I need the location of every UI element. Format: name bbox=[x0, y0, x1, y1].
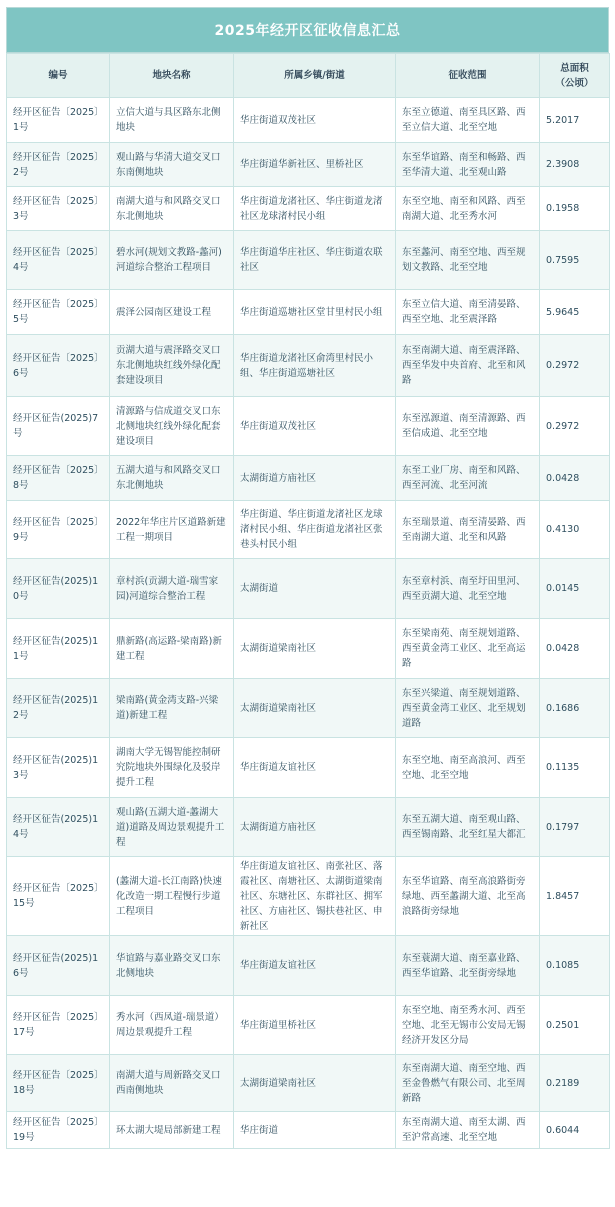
cell-street: 太湖街道梁南社区 bbox=[234, 619, 396, 679]
table-row bbox=[7, 143, 610, 187]
cell-scope: 东至章村浜、南至圩田里河、西至贡湖大道、北至空地 bbox=[396, 559, 540, 619]
cell-id: 经开区征告(2025)14号 bbox=[7, 798, 110, 857]
header-scope: 征收范围 bbox=[396, 54, 540, 98]
cell-id: 经开区征告〔2025〕15号 bbox=[7, 857, 110, 936]
cell-area: 1.8457 bbox=[540, 857, 610, 936]
cell-id: 经开区征告〔2025〕1号 bbox=[7, 98, 110, 143]
cell-id: 经开区征告〔2025〕8号 bbox=[7, 456, 110, 501]
cell-id: 经开区征告(2025)13号 bbox=[7, 738, 110, 798]
table-row bbox=[7, 335, 610, 397]
table-row bbox=[7, 679, 610, 738]
cell-name: 观山路与华清大道交叉口东南侧地块 bbox=[110, 143, 234, 187]
cell-id: 经开区征告〔2025〕4号 bbox=[7, 231, 110, 290]
cell-scope: 东至华谊路、南至高浪路街旁绿地、西至蠡湖大道、北至高浪路街旁绿地 bbox=[396, 857, 540, 936]
cell-scope: 东至立信大道、南至清晏路、西至空地、北至震泽路 bbox=[396, 290, 540, 335]
table-row bbox=[7, 397, 610, 456]
cell-area: 0.0428 bbox=[540, 619, 610, 679]
cell-id: 经开区征告〔2025〕5号 bbox=[7, 290, 110, 335]
cell-area: 0.2972 bbox=[540, 335, 610, 397]
cell-area: 0.1135 bbox=[540, 738, 610, 798]
cell-scope: 东至华谊路、南至和畅路、西至华清大道、北至观山路 bbox=[396, 143, 540, 187]
cell-street: 太湖街道梁南社区 bbox=[234, 1055, 396, 1112]
table-row bbox=[7, 1112, 610, 1149]
cell-name: 华谊路与嘉业路交叉口东北侧地块 bbox=[110, 936, 234, 996]
cell-id: 经开区征告(2025)11号 bbox=[7, 619, 110, 679]
cell-area: 0.0145 bbox=[540, 559, 610, 619]
cell-name: 贡湖大道与震泽路交叉口东北侧地块红线外绿化配套建设项目 bbox=[110, 335, 234, 397]
cell-scope: 东至瑞景道、南至清晏路、西至南湖大道、北至和风路 bbox=[396, 501, 540, 559]
cell-street: 华庄街道友谊社区、南张社区、落霞社区、南塘社区、太湖街道梁南社区、东塘社区、东群社区、拥军社区、方庙社区、锡扶巷社区、申新社区 bbox=[234, 857, 396, 936]
cell-id: 经开区征告〔2025〕6号 bbox=[7, 335, 110, 397]
cell-scope: 东至空地、南至高浪河、西至空地、北至空地 bbox=[396, 738, 540, 798]
cell-id: 经开区征告(2025)7号 bbox=[7, 397, 110, 456]
cell-area: 0.1686 bbox=[540, 679, 610, 738]
table-row bbox=[7, 1055, 610, 1112]
cell-name: 清源路与信成道交叉口东北侧地块红线外绿化配套建设项目 bbox=[110, 397, 234, 456]
cell-street: 华庄街道 bbox=[234, 1112, 396, 1149]
table-row bbox=[7, 98, 610, 143]
cell-area: 2.3908 bbox=[540, 143, 610, 187]
cell-scope: 东至空地、南至和风路、西至南湖大道、北至秀水河 bbox=[396, 187, 540, 231]
header-street: 所属乡镇/街道 bbox=[234, 54, 396, 98]
expropriation-table bbox=[6, 53, 610, 1149]
header-name: 地块名称 bbox=[110, 54, 234, 98]
cell-name: 环太湖大堤局部新建工程 bbox=[110, 1112, 234, 1149]
table-row bbox=[7, 501, 610, 559]
cell-id: 经开区征告〔2025〕19号 bbox=[7, 1112, 110, 1149]
cell-street: 太湖街道 bbox=[234, 559, 396, 619]
cell-id: 经开区征告〔2025〕9号 bbox=[7, 501, 110, 559]
cell-name: (蠡湖大道-长江南路)快速化改造一期工程慢行步道工程项目 bbox=[110, 857, 234, 936]
cell-area: 5.2017 bbox=[540, 98, 610, 143]
cell-street: 华庄街道华新社区、里桥社区 bbox=[234, 143, 396, 187]
cell-scope: 东至蓑湖大道、南至嘉业路、西至华谊路、北至街旁绿地 bbox=[396, 936, 540, 996]
cell-street: 华庄街道、华庄街道龙渚社区龙球渚村民小组、华庄街道龙渚社区张巷头村民小组 bbox=[234, 501, 396, 559]
cell-id: 经开区征告〔2025〕18号 bbox=[7, 1055, 110, 1112]
cell-scope: 东至泓源道、南至清源路、西至信成道、北至空地 bbox=[396, 397, 540, 456]
cell-street: 华庄街道龙渚社区俞湾里村民小组、华庄街道巡塘社区 bbox=[234, 335, 396, 397]
cell-name: 鼎新路(高运路-梁南路)新建工程 bbox=[110, 619, 234, 679]
cell-street: 华庄街道巡塘社区堂甘里村民小组 bbox=[234, 290, 396, 335]
cell-street: 华庄街道双茂社区 bbox=[234, 397, 396, 456]
cell-id: 经开区征告〔2025〕2号 bbox=[7, 143, 110, 187]
cell-scope: 东至兴梁道、南至规划道路、西至黄金湾工业区、北至规划道路 bbox=[396, 679, 540, 738]
cell-area: 0.6044 bbox=[540, 1112, 610, 1149]
table-title: 2025年经开区征收信息汇总 bbox=[6, 7, 609, 53]
table-row bbox=[7, 619, 610, 679]
header-id: 编号 bbox=[7, 54, 110, 98]
table-row bbox=[7, 290, 610, 335]
cell-scope: 东至南湖大道、南至太湖、西至沪常高速、北至空地 bbox=[396, 1112, 540, 1149]
cell-id: 经开区征告〔2025〕3号 bbox=[7, 187, 110, 231]
cell-name: 2022年华庄片区道路新建工程一期项目 bbox=[110, 501, 234, 559]
cell-area: 0.7595 bbox=[540, 231, 610, 290]
cell-name: 南湖大道与周新路交叉口西南侧地块 bbox=[110, 1055, 234, 1112]
cell-name: 南湖大道与和风路交叉口东北侧地块 bbox=[110, 187, 234, 231]
cell-scope: 东至梁南苑、南至规划道路、西至黄金湾工业区、北至高运路 bbox=[396, 619, 540, 679]
cell-id: 经开区征告(2025)16号 bbox=[7, 936, 110, 996]
cell-name: 观山路(五湖大道-蠡湖大道)道路及周边景观提升工程 bbox=[110, 798, 234, 857]
cell-street: 太湖街道梁南社区 bbox=[234, 679, 396, 738]
cell-street: 华庄街道龙渚社区、华庄街道龙渚社区龙球渚村民小组 bbox=[234, 187, 396, 231]
cell-street: 华庄街道友谊社区 bbox=[234, 738, 396, 798]
cell-scope: 东至五湖大道、南至观山路、西至锡南路、北至红星大都汇 bbox=[396, 798, 540, 857]
cell-area: 0.0428 bbox=[540, 456, 610, 501]
cell-scope: 东至立德道、南至具区路、西至立信大道、北至空地 bbox=[396, 98, 540, 143]
cell-name: 秀水河（西凤道-瑞景道）周边景观提升工程 bbox=[110, 996, 234, 1055]
cell-area: 0.2501 bbox=[540, 996, 610, 1055]
table-row bbox=[7, 187, 610, 231]
cell-id: 经开区征告(2025)12号 bbox=[7, 679, 110, 738]
cell-area: 0.1797 bbox=[540, 798, 610, 857]
cell-name: 碧水河(规划文教路-蠡河)河道综合整治工程项目 bbox=[110, 231, 234, 290]
header-row bbox=[7, 54, 610, 98]
cell-name: 立信大道与具区路东北侧地块 bbox=[110, 98, 234, 143]
table-row bbox=[7, 456, 610, 501]
cell-street: 华庄街道友谊社区 bbox=[234, 936, 396, 996]
cell-scope: 东至南湖大道、南至空地、西至金鲁燃气有限公司、北至周新路 bbox=[396, 1055, 540, 1112]
cell-area: 0.1085 bbox=[540, 936, 610, 996]
cell-name: 章村浜(贡湖大道-瑞雪家园)河道综合整治工程 bbox=[110, 559, 234, 619]
cell-area: 0.2189 bbox=[540, 1055, 610, 1112]
cell-area: 0.2972 bbox=[540, 397, 610, 456]
cell-street: 华庄街道双茂社区 bbox=[234, 98, 396, 143]
cell-scope: 东至蠡河、南至空地、西至规划文教路、北至空地 bbox=[396, 231, 540, 290]
cell-name: 震泽公园南区建设工程 bbox=[110, 290, 234, 335]
cell-id: 经开区征告(2025)10号 bbox=[7, 559, 110, 619]
cell-scope: 东至南湖大道、南至震泽路、西至华发中央首府、北至和风路 bbox=[396, 335, 540, 397]
cell-name: 湖南大学无锡智能控制研究院地块外围绿化及驳岸提升工程 bbox=[110, 738, 234, 798]
table-row bbox=[7, 996, 610, 1055]
cell-scope: 东至空地、南至秀水河、西至空地、北至无锡市公安局无锡经济开发区分局 bbox=[396, 996, 540, 1055]
cell-name: 五湖大道与和风路交叉口东北侧地块 bbox=[110, 456, 234, 501]
cell-street: 华庄街道华庄社区、华庄街道农联社区 bbox=[234, 231, 396, 290]
table-row bbox=[7, 857, 610, 936]
page-container bbox=[6, 7, 609, 1149]
cell-street: 华庄街道里桥社区 bbox=[234, 996, 396, 1055]
cell-street: 太湖街道方庙社区 bbox=[234, 456, 396, 501]
table-row bbox=[7, 738, 610, 798]
cell-street: 太湖街道方庙社区 bbox=[234, 798, 396, 857]
cell-name: 梁南路(黄金湾支路-兴梁道)新建工程 bbox=[110, 679, 234, 738]
table-row bbox=[7, 936, 610, 996]
cell-area: 0.1958 bbox=[540, 187, 610, 231]
header-area: 总面积 （公顷） bbox=[540, 54, 610, 98]
table-row bbox=[7, 559, 610, 619]
table-row bbox=[7, 231, 610, 290]
cell-scope: 东至工业厂房、南至和风路、西至河流、北至河流 bbox=[396, 456, 540, 501]
table-row bbox=[7, 798, 610, 857]
cell-area: 5.9645 bbox=[540, 290, 610, 335]
cell-area: 0.4130 bbox=[540, 501, 610, 559]
cell-id: 经开区征告〔2025〕17号 bbox=[7, 996, 110, 1055]
